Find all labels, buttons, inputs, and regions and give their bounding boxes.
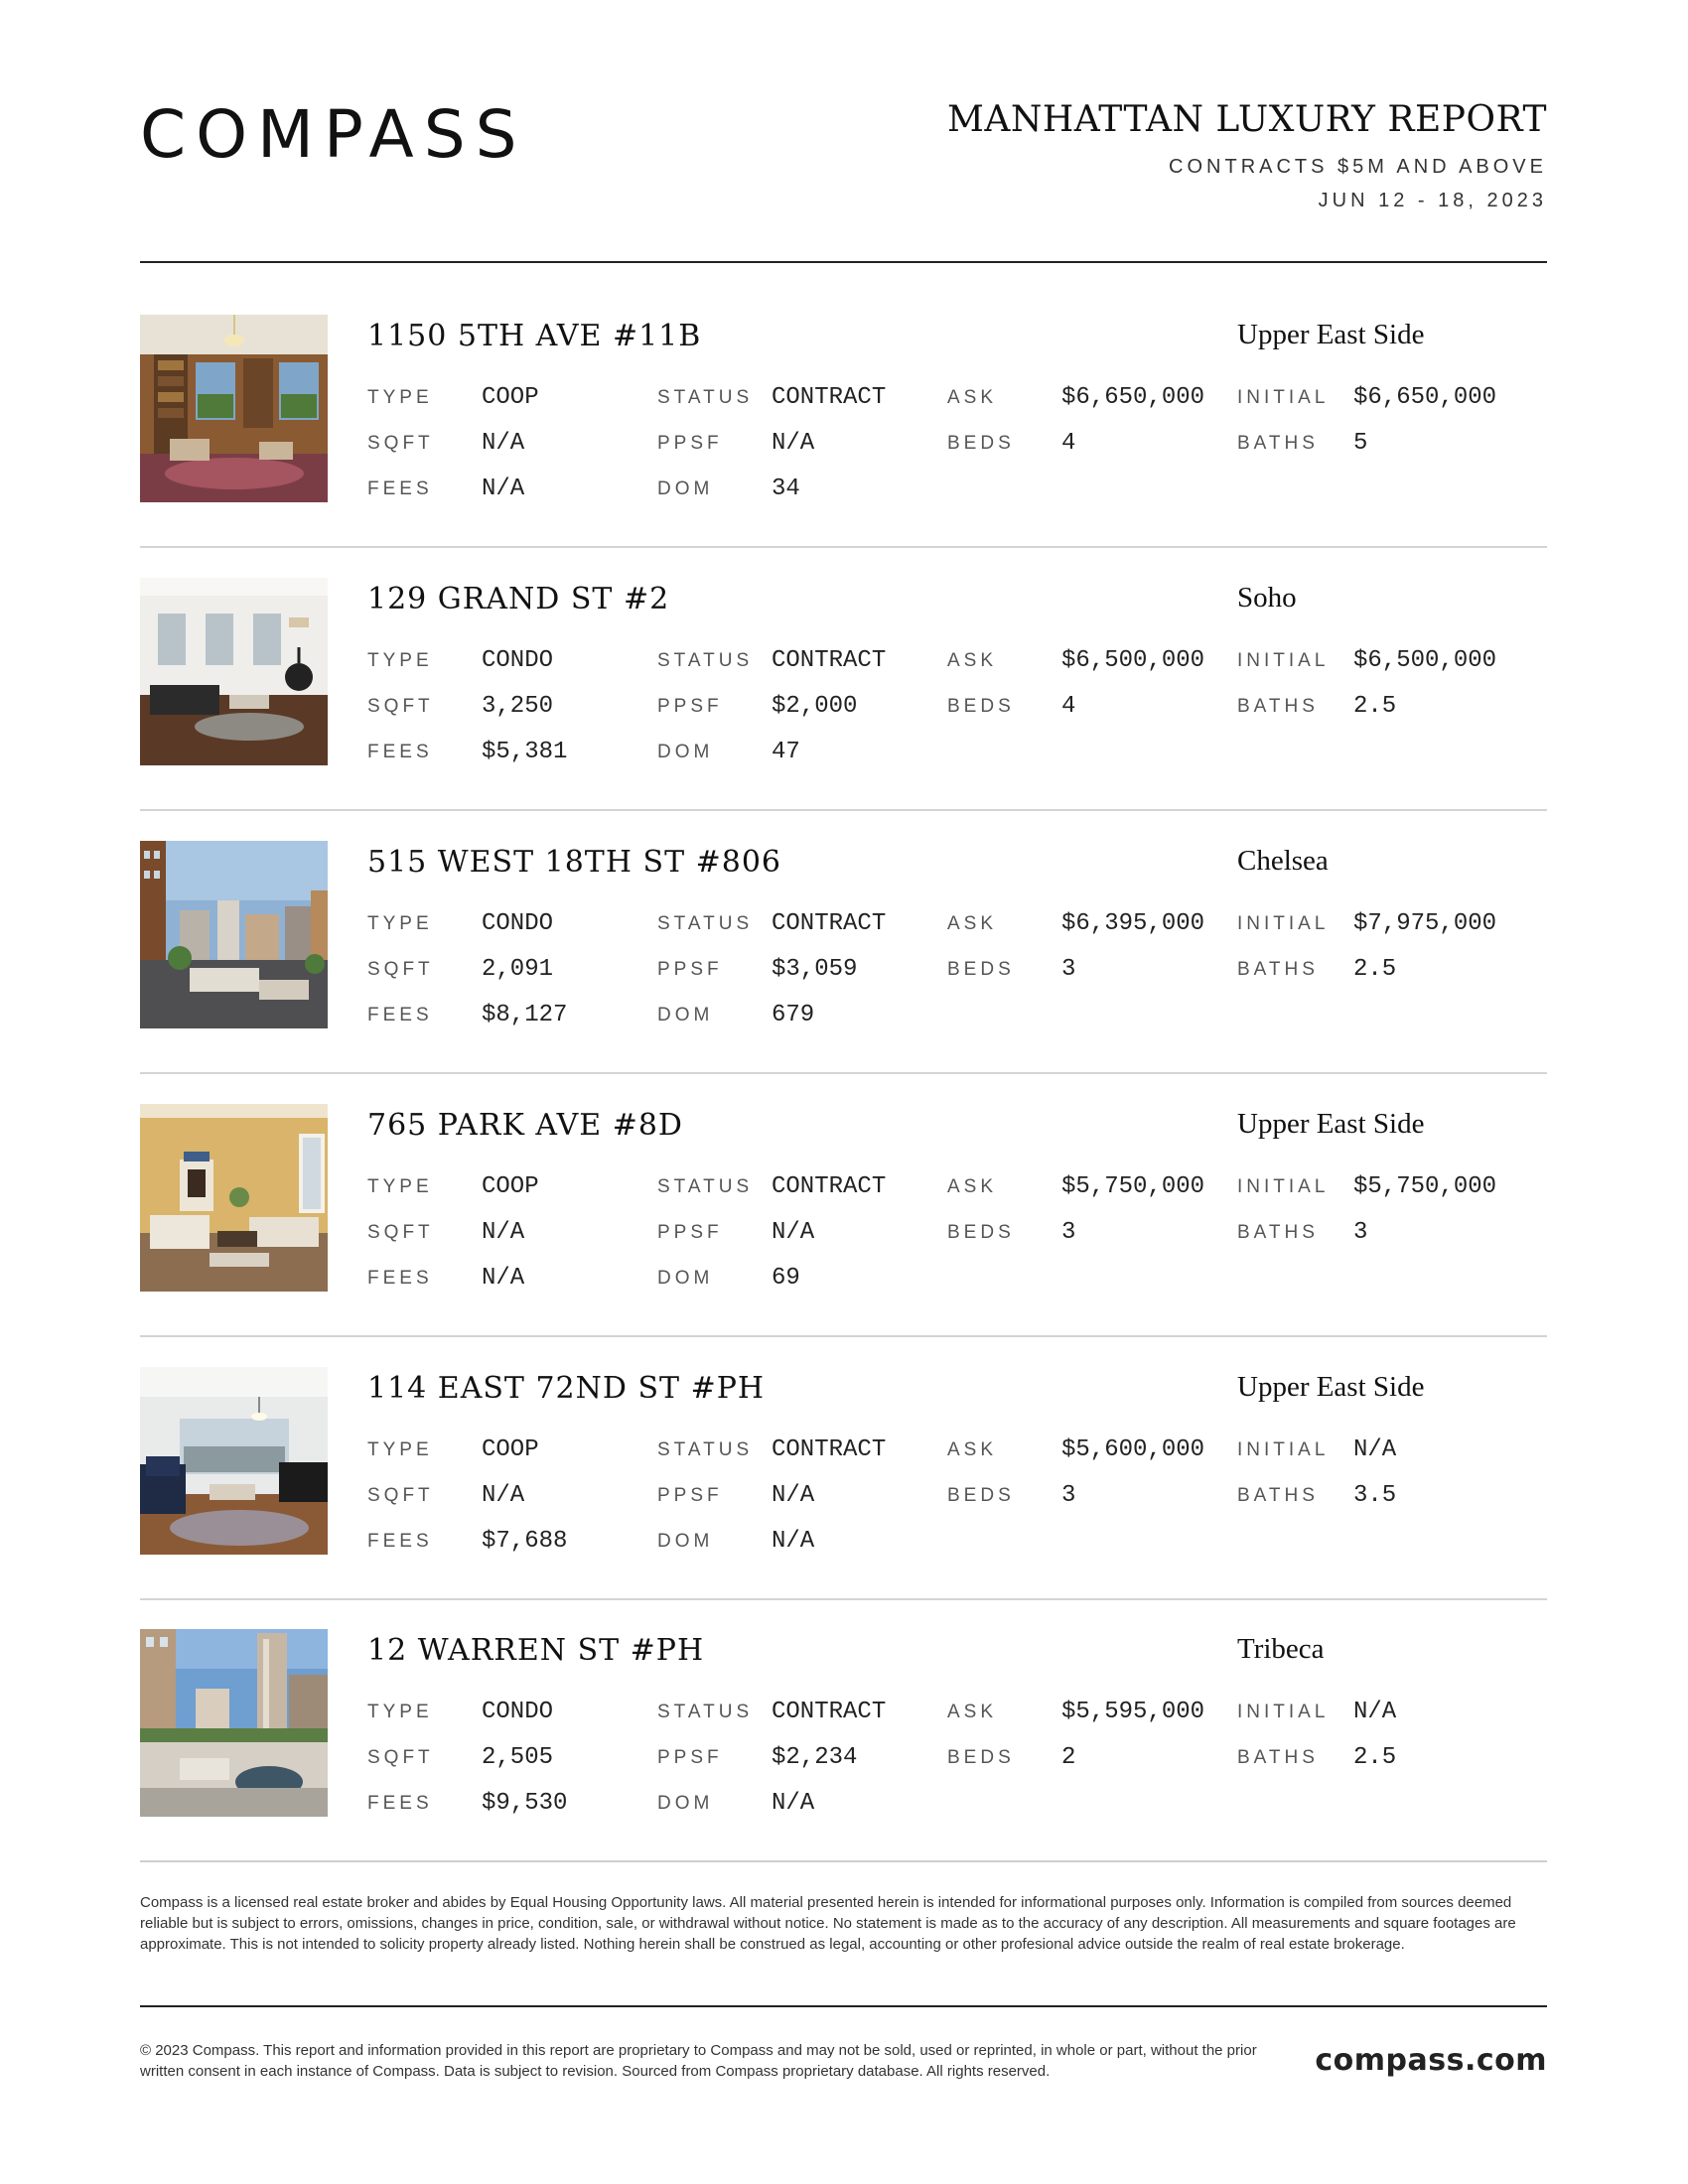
type-label: TYPE	[367, 387, 433, 408]
status-label: STATUS	[657, 1176, 754, 1197]
ppsf-label: PPSF	[657, 1747, 723, 1768]
ppsf-value: $2,234	[772, 1744, 858, 1771]
type-value: COOP	[482, 384, 539, 411]
compass-site-link[interactable]: compass.com	[1315, 2043, 1547, 2078]
ppsf-value: $2,000	[772, 693, 858, 720]
fees-label: FEES	[367, 1793, 433, 1814]
type-label: TYPE	[367, 913, 433, 934]
listings-bottom-divider	[140, 1860, 1547, 1862]
status-value: CONTRACT	[772, 910, 887, 937]
status-value: CONTRACT	[772, 1699, 887, 1725]
header-divider	[140, 261, 1547, 263]
dom-label: DOM	[657, 1531, 714, 1552]
beds-label: BEDS	[947, 1485, 1015, 1506]
ask-label: ASK	[947, 913, 998, 934]
ppsf-value: N/A	[772, 1482, 815, 1509]
sqft-value: 2,091	[482, 956, 554, 983]
listing-photo	[140, 1629, 328, 1817]
compass-logo	[140, 99, 567, 169]
report-subtitle: CONTRACTS $5M AND ABOVE	[1169, 156, 1547, 178]
fees-value: $8,127	[482, 1002, 568, 1028]
dom-value: N/A	[772, 1790, 815, 1817]
listing-photo	[140, 841, 328, 1028]
status-value: CONTRACT	[772, 1173, 887, 1200]
type-value: CONDO	[482, 1699, 554, 1725]
listing-photo	[140, 315, 328, 502]
beds-value: 4	[1061, 693, 1076, 720]
listing-address: 1150 5TH AVE #11B	[367, 319, 702, 353]
type-label: TYPE	[367, 1439, 433, 1460]
ask-label: ASK	[947, 1702, 998, 1722]
initial-label: INITIAL	[1237, 1439, 1330, 1460]
listing-card	[140, 1629, 1547, 1891]
status-value: CONTRACT	[772, 647, 887, 674]
initial-value: N/A	[1353, 1699, 1397, 1725]
listing-divider	[140, 546, 1547, 548]
status-value: CONTRACT	[772, 384, 887, 411]
ppsf-value: $3,059	[772, 956, 858, 983]
sqft-label: SQFT	[367, 696, 434, 717]
listing-photo-image	[140, 841, 328, 1028]
report-date-range: JUN 12 - 18, 2023	[1318, 190, 1547, 211]
beds-label: BEDS	[947, 433, 1015, 454]
listing-divider	[140, 809, 1547, 811]
dom-value: 69	[772, 1265, 800, 1292]
sqft-value: N/A	[482, 1482, 525, 1509]
fees-label: FEES	[367, 1005, 433, 1025]
status-label: STATUS	[657, 1439, 754, 1460]
ask-value: $5,750,000	[1061, 1173, 1205, 1200]
listing-photo	[140, 1367, 328, 1555]
fees-value: N/A	[482, 1265, 525, 1292]
initial-value: $7,975,000	[1353, 910, 1497, 937]
footer-divider	[140, 2005, 1547, 2007]
initial-value: N/A	[1353, 1436, 1397, 1463]
initial-label: INITIAL	[1237, 1176, 1330, 1197]
initial-value: $5,750,000	[1353, 1173, 1497, 1200]
dom-label: DOM	[657, 1005, 714, 1025]
ask-value: $5,600,000	[1061, 1436, 1205, 1463]
ppsf-label: PPSF	[657, 959, 723, 980]
compass-logo-mark	[140, 99, 567, 169]
dom-label: DOM	[657, 742, 714, 762]
listing-photo-image	[140, 578, 328, 765]
listing-address: 114 EAST 72ND ST #PH	[367, 1371, 766, 1406]
fees-value: $7,688	[482, 1528, 568, 1555]
type-value: COOP	[482, 1436, 539, 1463]
baths-label: BATHS	[1237, 433, 1319, 454]
report-page	[140, 0, 1547, 2184]
baths-value: 5	[1353, 430, 1368, 457]
baths-value: 3	[1353, 1219, 1368, 1246]
ppsf-label: PPSF	[657, 1222, 723, 1243]
ppsf-label: PPSF	[657, 433, 723, 454]
baths-value: 3.5	[1353, 1482, 1397, 1509]
fees-label: FEES	[367, 1531, 433, 1552]
initial-label: INITIAL	[1237, 1702, 1330, 1722]
initial-value: $6,650,000	[1353, 384, 1497, 411]
beds-label: BEDS	[947, 959, 1015, 980]
beds-value: 3	[1061, 956, 1076, 983]
sqft-value: N/A	[482, 1219, 525, 1246]
dom-value: 34	[772, 476, 800, 502]
status-value: CONTRACT	[772, 1436, 887, 1463]
dom-value: 679	[772, 1002, 815, 1028]
listing-address: 12 WARREN ST #PH	[367, 1633, 705, 1668]
initial-value: $6,500,000	[1353, 647, 1497, 674]
beds-label: BEDS	[947, 1222, 1015, 1243]
baths-label: BATHS	[1237, 1222, 1319, 1243]
status-label: STATUS	[657, 1702, 754, 1722]
baths-label: BATHS	[1237, 1747, 1319, 1768]
type-value: CONDO	[482, 647, 554, 674]
ask-label: ASK	[947, 1176, 998, 1197]
fees-value: $9,530	[482, 1790, 568, 1817]
ask-label: ASK	[947, 1439, 998, 1460]
disclaimer-text: Compass is a licensed real estate broker and abides by Equal Housing Opportunity laws. All material presented herein is intended for informational purposes only. Information is compiled from sources deemed reliable but is subject to errors, omissions, changes in price, condition, sale, or withdrawal without notice. No statement is made as to the accuracy of any description. All measurements and square footages are approximate. This is not intended to solicity property already listed. Nothing herein shall be construed as legal, accounting or other profesional advice outside the realm of real estate brokerage.	[140, 1894, 1516, 1953]
listing-divider	[140, 1072, 1547, 1074]
ask-label: ASK	[947, 387, 998, 408]
beds-label: BEDS	[947, 696, 1015, 717]
ask-value: $5,595,000	[1061, 1699, 1205, 1725]
listing-photo-image	[140, 1629, 328, 1817]
listing-photo	[140, 1104, 328, 1292]
listing-neighborhood: Soho	[1237, 582, 1297, 614]
status-label: STATUS	[657, 387, 754, 408]
sqft-label: SQFT	[367, 1485, 434, 1506]
sqft-label: SQFT	[367, 433, 434, 454]
listing-address: 129 GRAND ST #2	[367, 582, 670, 616]
ppsf-label: PPSF	[657, 696, 723, 717]
status-label: STATUS	[657, 913, 754, 934]
listing-photo-image	[140, 1367, 328, 1555]
dom-label: DOM	[657, 1793, 714, 1814]
type-value: COOP	[482, 1173, 539, 1200]
initial-label: INITIAL	[1237, 650, 1330, 671]
logo-wordmark: COMPASS	[140, 99, 527, 169]
initial-label: INITIAL	[1237, 387, 1330, 408]
dom-label: DOM	[657, 478, 714, 499]
listing-card	[140, 315, 1547, 577]
baths-label: BATHS	[1237, 696, 1319, 717]
fees-label: FEES	[367, 742, 433, 762]
listing-divider	[140, 1598, 1547, 1600]
beds-value: 3	[1061, 1219, 1076, 1246]
ask-value: $6,395,000	[1061, 910, 1205, 937]
fees-label: FEES	[367, 1268, 433, 1289]
sqft-label: SQFT	[367, 959, 434, 980]
beds-value: 4	[1061, 430, 1076, 457]
listing-neighborhood: Upper East Side	[1237, 1371, 1425, 1403]
type-value: CONDO	[482, 910, 554, 937]
baths-value: 2.5	[1353, 693, 1397, 720]
listing-photo	[140, 578, 328, 765]
ask-value: $6,500,000	[1061, 647, 1205, 674]
ppsf-value: N/A	[772, 430, 815, 457]
listing-neighborhood: Chelsea	[1237, 845, 1329, 877]
fees-value: N/A	[482, 476, 525, 502]
ppsf-label: PPSF	[657, 1485, 723, 1506]
report-title: MANHATTAN LUXURY REPORT	[946, 99, 1547, 140]
fees-label: FEES	[367, 478, 433, 499]
listing-neighborhood: Upper East Side	[1237, 319, 1425, 350]
listing-address: 765 PARK AVE #8D	[367, 1108, 683, 1143]
dom-value: 47	[772, 739, 800, 765]
dom-label: DOM	[657, 1268, 714, 1289]
copyright-text: © 2023 Compass. This report and information provided in this report are proprietary to Compass and may not be sold, used or reprinted, in whole or part, without the prior written consent in each instance of Compass. Data is subject to revision. Sourced from Compass proprietary database. All rights reserved.	[140, 2042, 1257, 2080]
status-label: STATUS	[657, 650, 754, 671]
type-label: TYPE	[367, 1702, 433, 1722]
listing-address: 515 WEST 18TH ST #806	[367, 845, 782, 880]
sqft-value: 3,250	[482, 693, 554, 720]
listing-neighborhood: Tribeca	[1237, 1633, 1325, 1665]
listing-card	[140, 1367, 1547, 1629]
beds-value: 2	[1061, 1744, 1076, 1771]
dom-value: N/A	[772, 1528, 815, 1555]
listing-photo-image	[140, 1104, 328, 1292]
ask-value: $6,650,000	[1061, 384, 1205, 411]
listing-card	[140, 841, 1547, 1103]
baths-value: 2.5	[1353, 956, 1397, 983]
sqft-value: 2,505	[482, 1744, 554, 1771]
beds-value: 3	[1061, 1482, 1076, 1509]
type-label: TYPE	[367, 650, 433, 671]
listing-card	[140, 578, 1547, 840]
beds-label: BEDS	[947, 1747, 1015, 1768]
listing-divider	[140, 1335, 1547, 1337]
baths-label: BATHS	[1237, 959, 1319, 980]
type-label: TYPE	[367, 1176, 433, 1197]
sqft-label: SQFT	[367, 1222, 434, 1243]
listing-card	[140, 1104, 1547, 1366]
sqft-label: SQFT	[367, 1747, 434, 1768]
baths-value: 2.5	[1353, 1744, 1397, 1771]
baths-label: BATHS	[1237, 1485, 1319, 1506]
listing-neighborhood: Upper East Side	[1237, 1108, 1425, 1140]
ask-label: ASK	[947, 650, 998, 671]
fees-value: $5,381	[482, 739, 568, 765]
sqft-value: N/A	[482, 430, 525, 457]
report-title-block	[947, 99, 1547, 212]
initial-label: INITIAL	[1237, 913, 1330, 934]
ppsf-value: N/A	[772, 1219, 815, 1246]
listing-photo-image	[140, 315, 328, 502]
